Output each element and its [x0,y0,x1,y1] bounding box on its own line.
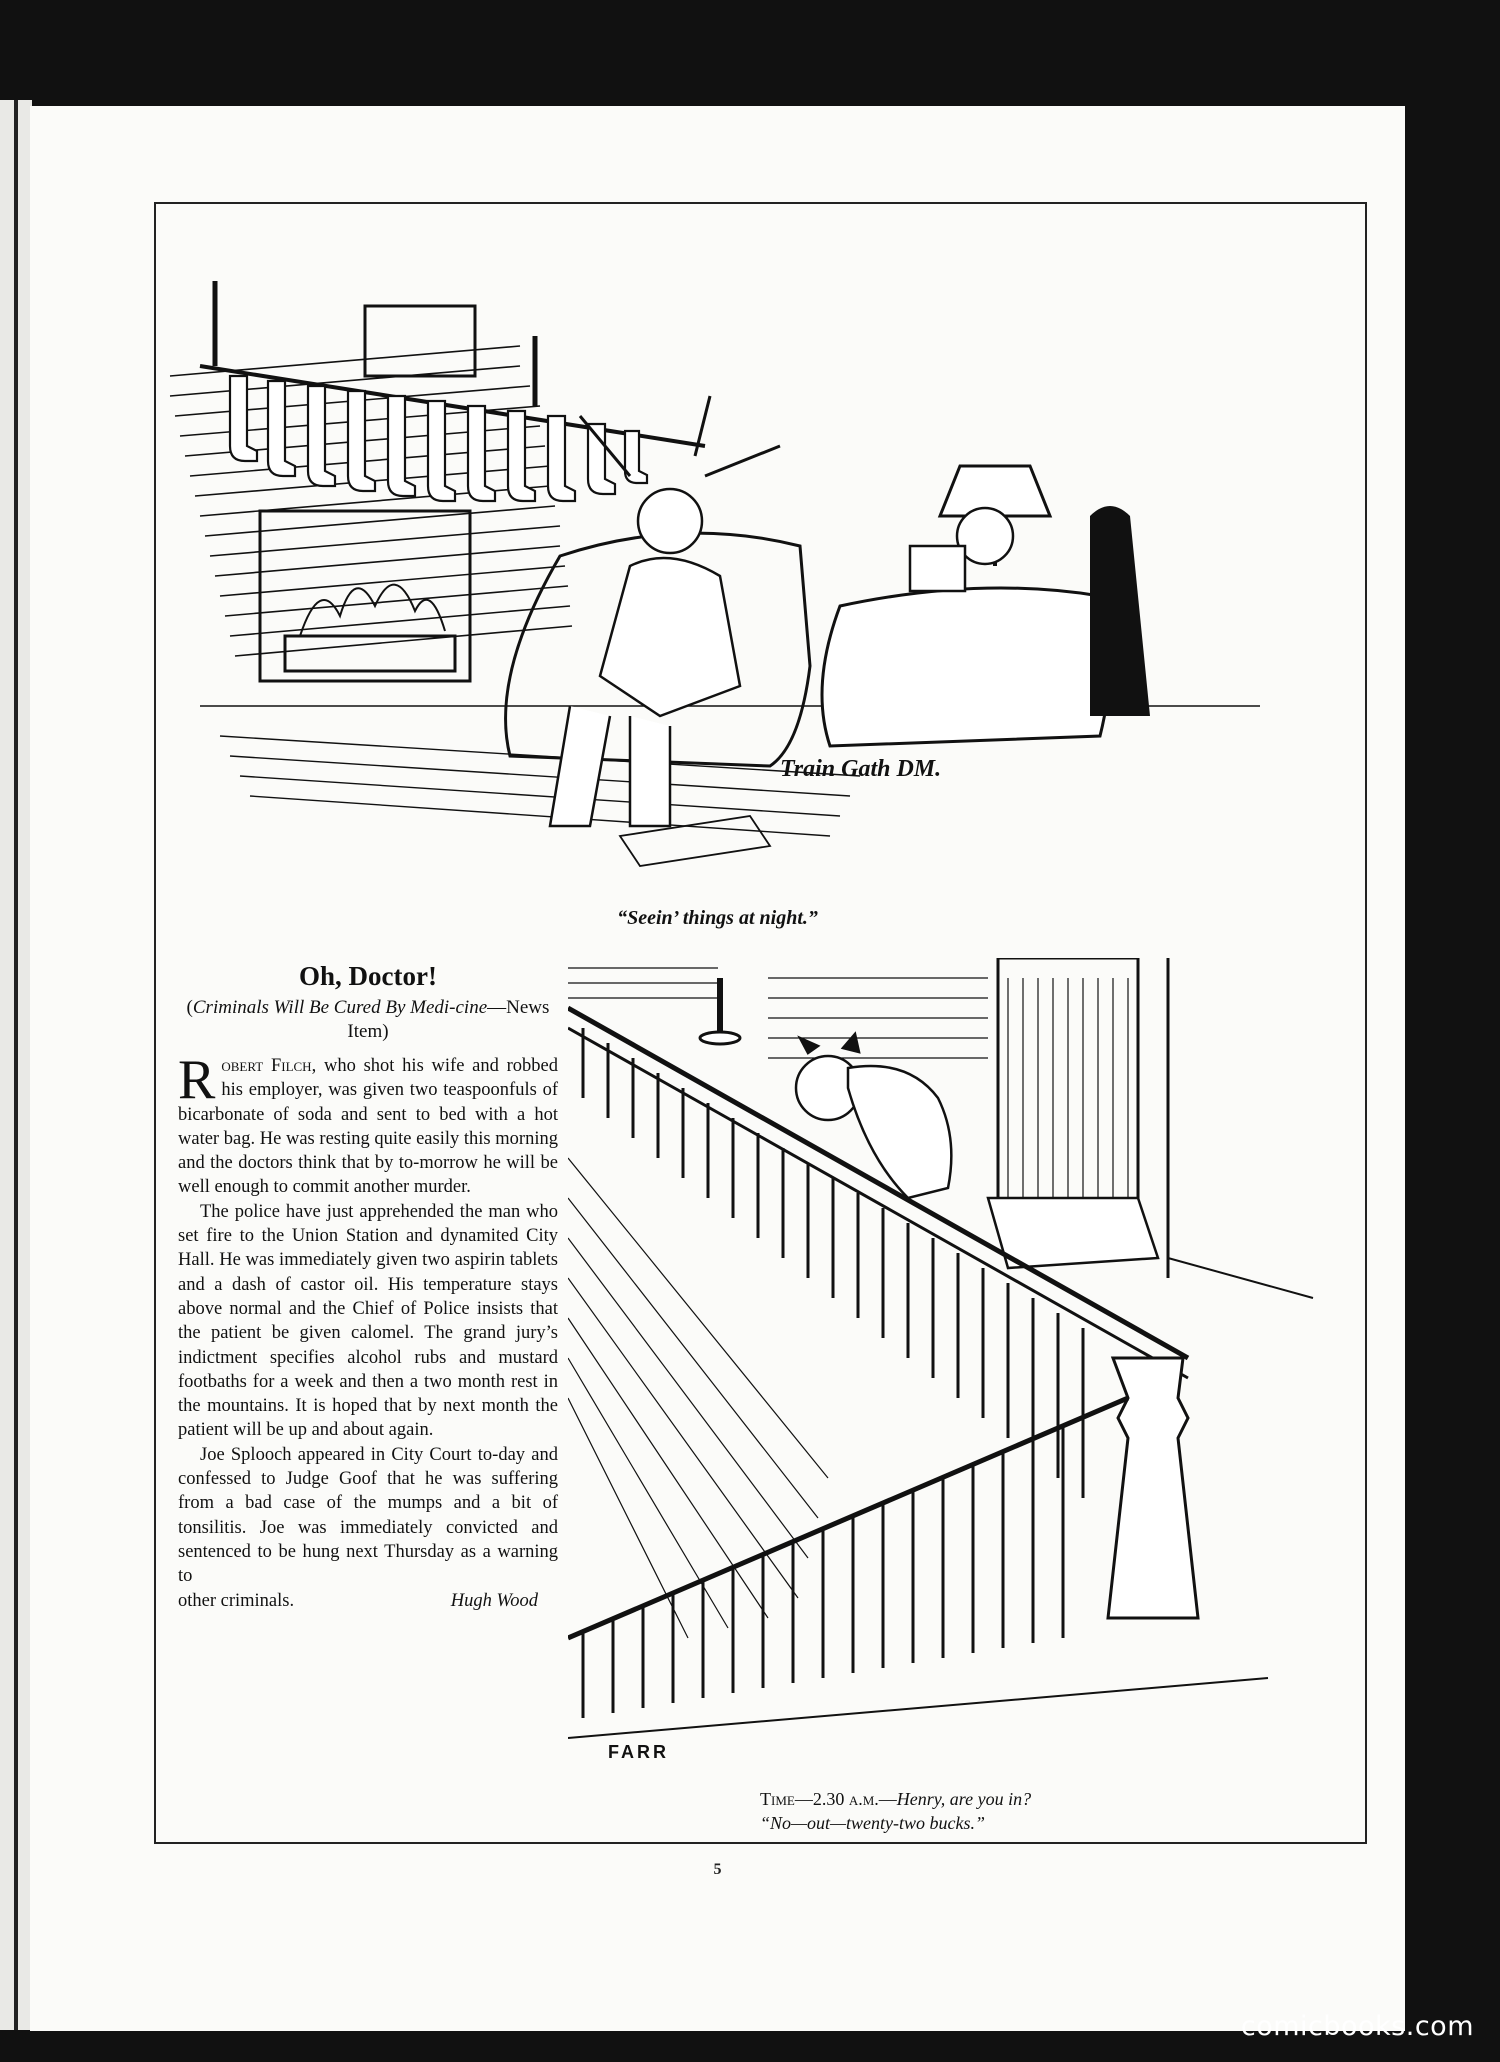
article-author: Hugh Wood [450,1590,538,1611]
article-byline [178,1589,558,1613]
caption-time: Time—2.30 a.m.— [760,1789,897,1809]
magazine-page [30,106,1405,2031]
book-gutter [14,100,18,2030]
caption-answer: “No—out—twenty-two bucks.” [760,1813,986,1833]
subhead-open-paren: ( [186,997,193,1018]
article-dropcap: R [178,1049,216,1111]
article-paragraph-1 [178,1049,559,1200]
site-watermark: comicbooks.com [1240,2011,1474,2042]
fireplace-cartoon-caption: “Seein’ things at night.” [617,907,818,929]
startled-man [550,396,780,826]
fireplace-cartoon [160,236,1310,896]
staircase-cartoon [568,958,1320,1778]
table-lamp [940,466,1050,516]
caption-question: Henry, are you in? [896,1789,1032,1809]
article-paragraph-3: Joe Splooch appeared in City Court to-day and confessed to Judge Goof that he was suffering from a bad case of the mumps and a bit of tonsilitis. Joe was immediately convicted and sentenced to be hung next Thursday as a warning to [178,1444,558,1587]
sofa [822,588,1110,746]
staircase-cartoon-signature: FARR [608,1742,669,1762]
subhead-tail: —News Item) [347,997,550,1042]
scan-left-edge [0,100,32,2030]
article-paragraph-2: The police have just apprehended the man who set fire to the Union Station and dynamited City Hall. He was immediately given two aspirin tablets and a dash of castor oil. His temperature stays above normal and the Chief of Police insists that the patient be given calomel. The grand jury’s indictment specifies alcohol rubs and mustard footbaths for a week and then a two month rest in the mountains. It is hoped that by next month the patient will be up and about again. [178,1201,558,1441]
caption-line-1 [760,1787,1031,1811]
article-first-name: obert Filch [221,1056,312,1076]
reading-woman [910,508,1013,591]
caption-line-2 [760,1811,1031,1835]
article-subhead [178,996,558,1044]
staircase-cartoon-caption [760,1787,1031,1835]
subhead-italic: Criminals Will Be Cured By Medi-cine [192,997,488,1018]
page-number: 5 [713,1861,722,1878]
fireplace-cartoon-signature: Train Gath DM. [780,756,942,782]
article-headline: Oh, Doctor! [299,961,437,991]
christmas-stockings [230,376,647,501]
article-paragraph-1-text: , who shot his wife and robbed his employer, was given two teaspoonfuls of bicarbonate of soda and sent to bed with a hot water bag. He was resting quite easily this morning and the doctors think that by to-morrow he will be well enough to commit another murder. [178,1056,559,1198]
article-body [178,1049,559,1613]
article-last-line: other criminals. [178,1590,295,1611]
article-oh-doctor [178,961,558,1613]
newel-post [1108,1358,1198,1618]
